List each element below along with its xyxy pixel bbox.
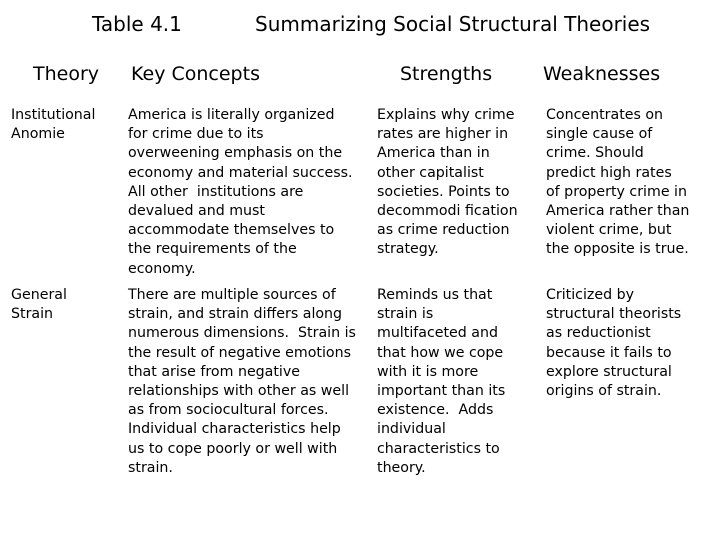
row-1-weaknesses [546, 106, 708, 260]
row-2-key-line: the result of negative emotions [128, 344, 351, 361]
row-1-weakness-line: the opposite is true. [546, 241, 689, 258]
row-2-key-line: as from sociocultural forces. [128, 402, 329, 419]
row-2-weaknesses [546, 286, 708, 401]
row-1-weakness-line: America rather than [546, 203, 690, 220]
row-1-key-line: All other institutions are [128, 183, 304, 200]
row-2-key-line: strain, and strain differs along [128, 306, 343, 323]
row-1-strength-line: decommodi fication [377, 203, 518, 220]
row-2-weakness-line: Criticized by [546, 287, 635, 303]
row-1-weakness-line: crime. Should [546, 145, 644, 162]
row-1-weakness-line: Concentrates on [546, 107, 664, 123]
row-1-key-line: for crime due to its [128, 126, 264, 143]
row-2-strength-line: existence. Adds [377, 402, 494, 419]
row-1-key-line: devalued and must [128, 203, 265, 220]
row-1-key-line: accommodate themselves to [128, 222, 335, 239]
row-1-weakness-line: single cause of [546, 126, 653, 143]
row-2-weakness-line: because it fails to [546, 344, 672, 361]
row-1-strength-line: America than in [377, 145, 490, 162]
row-2-weakness-line: as reductionist [546, 325, 651, 342]
row-2-strength-line: theory. [377, 459, 426, 476]
row-2-weakness-line: origins of strain. [546, 383, 662, 400]
row-2-key-line: numerous dimensions. Strain is [128, 325, 356, 342]
row-2-weakness-line: structural theorists [546, 306, 682, 323]
row-2-strengths [377, 286, 529, 478]
row-2-key-line: us to cope poorly or well with [128, 440, 338, 457]
row-1-key-concepts [128, 106, 363, 279]
header-weaknesses: Weaknesses [543, 63, 661, 85]
row-1-key-line: the requirements of the [128, 241, 297, 258]
row-1-weakness-line: of property crime in [546, 183, 687, 200]
row-1-strength-line: other capitalist [377, 164, 484, 181]
row-1-key-line: overweening emphasis on the [128, 145, 343, 162]
row-2-strength-line: important than its [377, 383, 506, 400]
row-1-key-line: economy and material success. [128, 164, 353, 181]
row-1-key-line: America is literally organized [128, 107, 335, 123]
header-strengths: Strengths [400, 63, 493, 85]
row-1-strengths [377, 106, 529, 260]
row-2-key-line: relationships with other as well [128, 383, 350, 400]
row-2-key-line: strain. [128, 459, 173, 476]
row-1-strength-line: strategy. [377, 241, 439, 258]
row-2-theory-line: Strain [11, 306, 54, 323]
row-1-strength-line: societies. Points to [377, 183, 510, 200]
row-1-key-line: economy. [128, 260, 196, 277]
row-1-theory [11, 106, 123, 144]
row-1-weakness-line: predict high rates [546, 164, 672, 181]
row-2-weakness-line: explore structural [546, 363, 672, 380]
row-2-theory-line: General [11, 287, 67, 303]
header-key-concepts: Key Concepts [131, 63, 260, 85]
row-1-strength-line: rates are higher in [377, 126, 509, 143]
row-1-weakness-line: violent crime, but [546, 222, 672, 239]
row-1-theory-line: Anomie [11, 126, 65, 143]
table-title: Summarizing Social Structural Theories [255, 12, 651, 36]
row-2-strength-line: strain is [377, 306, 434, 323]
row-2-key-line: that arise from negative [128, 363, 300, 380]
row-1-theory-line: Institutional [11, 107, 96, 123]
row-2-key-line: Individual characteristics help [128, 421, 341, 438]
row-1-strength-line: as crime reduction [377, 222, 510, 239]
row-2-strength-line: characteristics to [377, 440, 500, 457]
row-2-strength-line: multifaceted and [377, 325, 498, 342]
header-theory: Theory [33, 63, 100, 85]
row-1-strength-line: Explains why crime [377, 107, 515, 123]
table-number: Table 4.1 [92, 12, 182, 36]
row-2-strength-line: that how we cope [377, 344, 504, 361]
row-2-theory [11, 286, 123, 324]
row-2-strength-line: Reminds us that [377, 287, 493, 303]
row-2-key-line: There are multiple sources of [128, 287, 336, 303]
row-2-strength-line: with it is more [377, 363, 479, 380]
row-2-key-concepts [128, 286, 363, 478]
row-2-strength-line: individual [377, 421, 446, 438]
